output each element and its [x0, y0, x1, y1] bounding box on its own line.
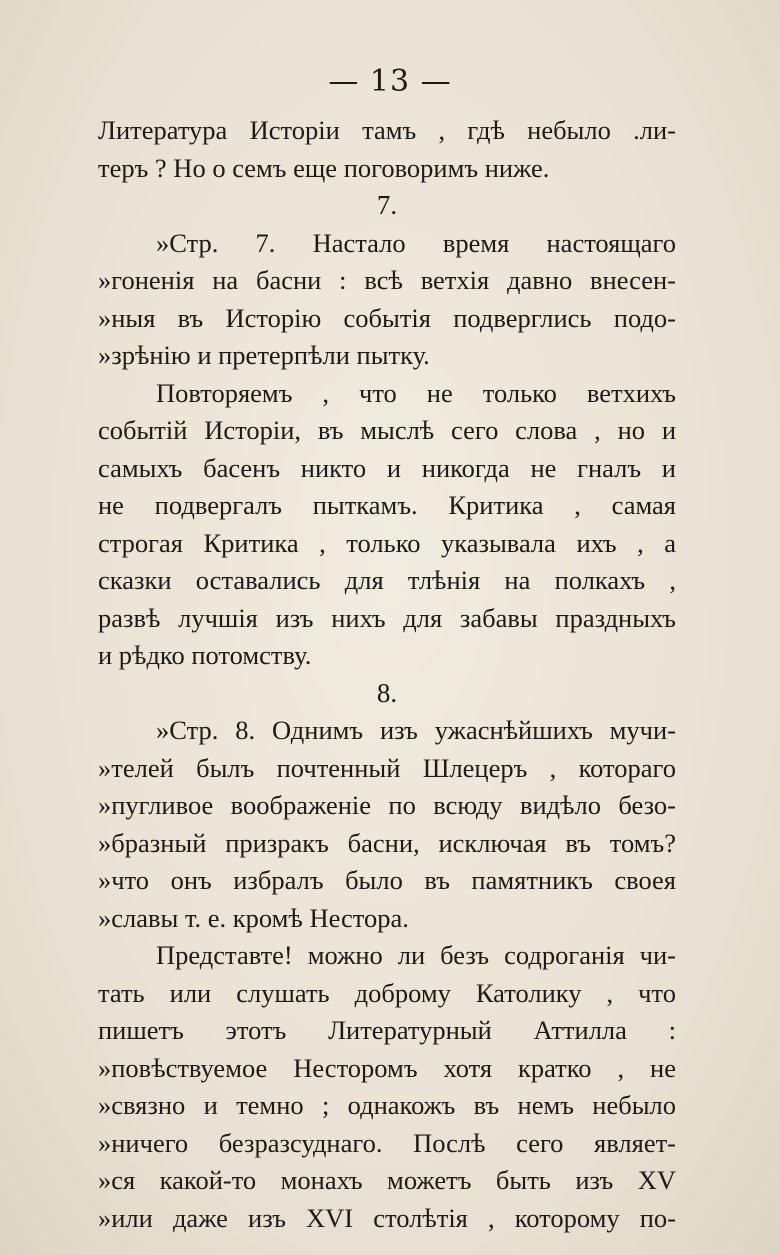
text-line: »пугливое воображеніе по всюду видѣло безо- — [98, 790, 676, 820]
paragraph — [98, 712, 676, 937]
text-line: развѣ лучшія изъ нихъ для забавы праздныхъ — [98, 602, 676, 633]
text-line: »гоненія на басни : всѣ ветхія давно внесен- — [98, 265, 676, 295]
text-line: »связно и темно ; однакожъ въ немъ небыло — [98, 1090, 676, 1120]
page-text — [98, 112, 676, 1237]
text-line: событій Исторіи, въ мыслѣ сего слова , но и — [98, 415, 676, 445]
text-line: »повѣствуемое Несторомъ хотя кратко , не — [98, 1052, 676, 1083]
text-line: пишетъ этотъ Литературный Аттилла : — [98, 1015, 676, 1045]
page-number: — 13 — — [328, 64, 452, 99]
text-line: »ничего безразсуднаго. Послѣ сего являет- — [98, 1127, 676, 1158]
section-number: 7. — [376, 190, 398, 220]
text-line: »что онъ избралъ было въ памятникъ своея — [98, 865, 676, 895]
text-line: и рѣдко потомству. — [98, 640, 312, 670]
text-line: »зрѣнію и претерпѣли пытку. — [98, 340, 430, 370]
paragraph — [98, 112, 676, 187]
text-line: строгая Критика , только указывала ихъ , а — [98, 527, 676, 558]
text-line: сказки оставались для тлѣнія на полкахъ , — [98, 565, 676, 595]
text-line: »бразный призракъ басни, исключая въ томъ? — [98, 827, 676, 858]
paragraph — [98, 375, 676, 675]
text-line: »Стр. 7. Настало время настоящаго — [156, 227, 676, 258]
text-line: тать или слушать доброму Католику , что — [98, 977, 676, 1008]
text-line: »Стр. 8. Однимъ изъ ужаснѣйшихъ мучи- — [156, 715, 676, 745]
paragraph — [98, 225, 676, 375]
text-line: Повторяемъ , что не только ветхихъ — [156, 377, 676, 408]
text-line: »или даже изъ XVI столѣтія , которому по- — [98, 1202, 676, 1233]
text-line: »славы т. е. кромѣ Нестора. — [98, 902, 409, 933]
text-line: »телей былъ почтенный Шлецеръ , котораго — [98, 752, 676, 783]
text-line: не подвергалъ пыткамъ. Критика , самая — [98, 490, 676, 520]
text-line: »ныя въ Исторію событія подверглись подо- — [98, 302, 676, 333]
text-line: »ся какой-то монахъ можетъ быть изъ XV — [98, 1165, 676, 1195]
section-number: 8. — [376, 677, 398, 708]
text-line: Представте! можно ли безъ содроганія чи- — [156, 940, 676, 970]
paragraph — [98, 937, 676, 1237]
text-line: теръ ? Но о семъ еще поговоримъ ниже. — [98, 152, 550, 183]
text-line: самыхъ басенъ никто и никогда не гналъ и — [98, 452, 676, 483]
text-line: Литература Исторіи тамъ , гдѣ небыло .ли- — [98, 115, 676, 145]
